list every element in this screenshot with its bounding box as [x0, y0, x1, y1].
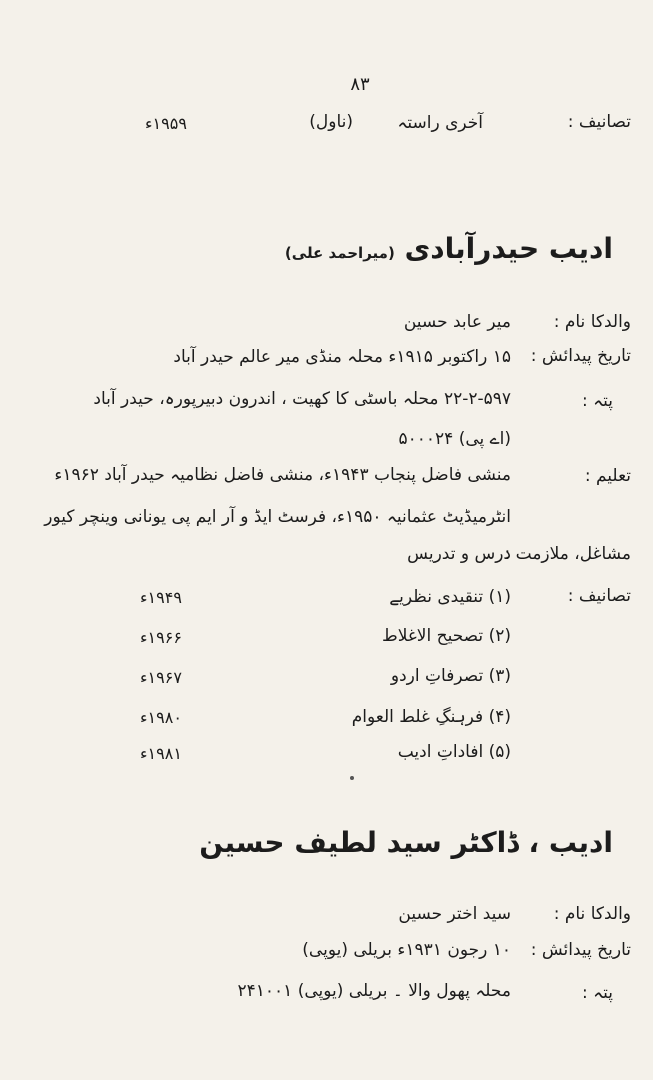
entry2-address: محلہ پھول والا ۔ بریلی (یوپی) ۲۴۱۰۰۱	[237, 981, 511, 1001]
work-index: (۱)	[488, 587, 511, 607]
entry2-heading: ادیب ، ڈاکٹر سید لطیف حسین	[199, 826, 613, 859]
work-item-1	[389, 586, 511, 607]
work-item-5	[398, 742, 511, 762]
work-year: ۱۹۴۹ء	[140, 588, 182, 607]
entry1-address-line2: (اے پی) ۵۰۰۰۲۴	[398, 429, 511, 449]
top-book-title: آخری راستہ	[397, 113, 483, 133]
work-item-2	[382, 626, 511, 646]
entry1-father-label: والدکا نام :	[553, 312, 631, 332]
entry2-address-label: پتہ :	[582, 983, 613, 1003]
work-item-3	[391, 666, 511, 686]
entry2-father: سید اختر حسین	[398, 904, 511, 924]
entry2-dob-label: تاریخ پیدائش :	[530, 940, 631, 960]
entry1-occupation-label: مشاغل، ملازمت :	[504, 544, 631, 564]
entry2-dob: ۱۰ رجون ۱۹۳۱ء بریلی (یوپی)	[302, 940, 511, 960]
entry1-education-line1: منشی فاضل پنجاب ۱۹۴۳ء، منشی فاضل نظامیہ حیدر آباد ۱۹۶۲ء	[54, 465, 511, 485]
entry1-dob-label: تاریخ پیدائش :	[530, 346, 631, 366]
entry1-works-label: تصانیف :	[567, 586, 631, 606]
work-title: تصرفاتِ اردو	[390, 666, 484, 686]
entry1-education-label: تعلیم :	[584, 466, 631, 486]
entry1-real-name: (میراحمد علی)	[284, 244, 395, 262]
work-item-4	[352, 706, 511, 727]
work-year: ۱۹۸۰ء	[140, 708, 182, 727]
ink-dot	[350, 776, 354, 780]
work-title: تنقیدی نظریے	[389, 587, 484, 607]
entry1-name: ادیب حیدرآبادی	[404, 232, 613, 265]
work-index: (۵)	[488, 742, 511, 762]
top-book-genre: (ناول)	[309, 112, 353, 132]
entry1-father: میر عابد حسین	[403, 312, 511, 332]
work-year: ۱۹۸۱ء	[140, 744, 182, 763]
page-number: ۸۳	[350, 74, 370, 95]
work-title: افاداتِ ادیب	[397, 742, 484, 762]
entry1-occupation: درس و تدریس	[407, 544, 511, 564]
work-title: تصحیح الاغلاط	[382, 626, 484, 646]
work-title: فرہنگِ غلط العوام	[351, 707, 484, 727]
work-year: ۱۹۶۶ء	[140, 628, 182, 647]
entry1-heading	[285, 232, 613, 265]
work-index: (۲)	[488, 626, 511, 646]
entry1-dob: ۱۵ راکتوبر ۱۹۱۵ء محلہ منڈی میر عالم حیدر آباد	[173, 347, 511, 367]
entry2-father-label: والدکا نام :	[553, 904, 631, 924]
top-works-label: تصانیف :	[567, 112, 631, 132]
entry1-address-line1: ۲۲-۲-۵۹۷ محلہ باسٹی کا کھیت ، اندرون دبیرپورہ، حیدر آباد	[93, 389, 511, 409]
top-book-year: ۱۹۵۹ء	[145, 114, 187, 133]
work-index: (۴)	[488, 707, 511, 727]
entry1-address-label: پتہ :	[582, 391, 613, 411]
work-year: ۱۹۶۷ء	[140, 668, 182, 687]
work-index: (۳)	[488, 666, 511, 686]
entry1-education-line2: انٹرمیڈیٹ عثمانیہ ۱۹۵۰ء، فرسٹ ایڈ و آر ایم پی یونانی وینچر کیور	[44, 507, 511, 527]
